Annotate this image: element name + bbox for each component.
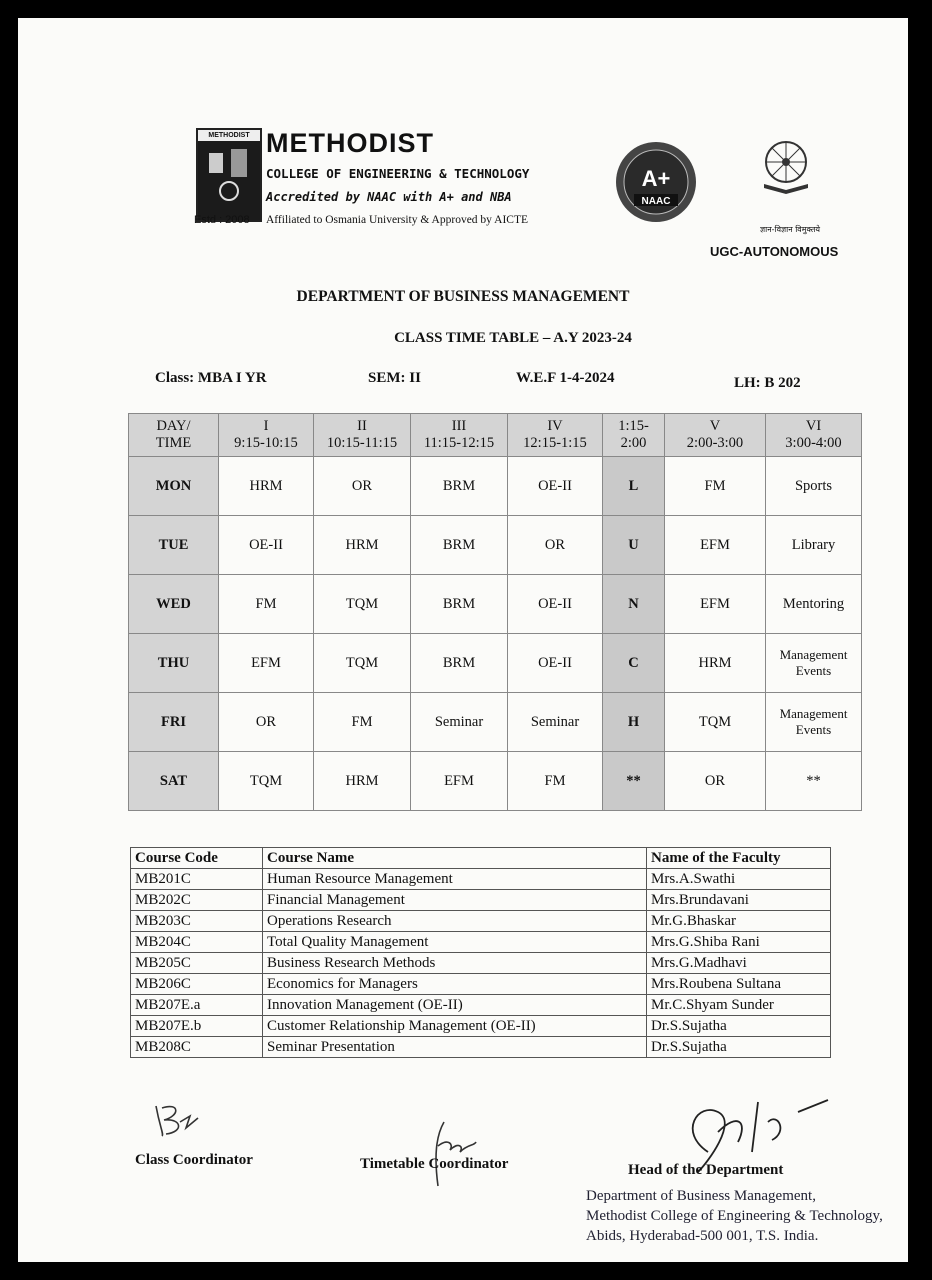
timetable-row [129,575,862,634]
period-cell: OE-II [219,516,314,575]
course-row [131,932,831,953]
timetable-row [129,457,862,516]
course-name: Business Research Methods [263,953,647,974]
period-cell: ** [766,752,862,811]
class-coordinator-label: Class Coordinator [135,1152,253,1168]
period-1-header: I 9:15-10:15 [219,414,314,457]
course-code: MB202C [131,890,263,911]
period-cell: Management Events [766,634,862,693]
day-time-header: DAY/ TIME [129,414,219,457]
semester-label: SEM: II [368,370,421,386]
period-cell: Seminar [508,693,603,752]
course-code: MB205C [131,953,263,974]
timetable-document [18,18,908,1262]
naac-grade: A+ [641,166,671,191]
period-cell: BRM [411,457,508,516]
course-name-header: Course Name [263,848,647,869]
lunch-cell: C [603,634,665,693]
accreditation: Accredited by NAAC with A+ and NBA [266,190,512,204]
stamp-line: Abids, Hyderabad-500 001, T.S. India. [586,1228,819,1244]
period-cell: Library [766,516,862,575]
course-name: Economics for Managers [263,974,647,995]
day-cell: FRI [129,693,219,752]
naac-label: NAAC [641,196,671,207]
period-6-header: VI 3:00-4:00 [766,414,862,457]
course-name: Total Quality Management [263,932,647,953]
period-cell: FM [508,752,603,811]
timetable-row [129,516,862,575]
period-cell: FM [314,693,411,752]
period-cell: Seminar [411,693,508,752]
stamp-line: Methodist College of Engineering & Technology, [586,1208,883,1224]
day-cell: WED [129,575,219,634]
timetable-header-row [129,414,862,457]
course-header-row [131,848,831,869]
period-cell: OE-II [508,457,603,516]
timetable-coordinator-label: Timetable Coordinator [360,1156,509,1172]
college-name: METHODIST [266,128,434,158]
day-cell: MON [129,457,219,516]
ugc-autonomous-label: UGC-AUTONOMOUS [710,244,839,259]
course-row [131,1037,831,1058]
class-label: Class: MBA I YR [155,370,267,386]
period-5-header: V 2:00-3:00 [665,414,766,457]
lunch-cell: ** [603,752,665,811]
period-cell: FM [665,457,766,516]
faculty-header: Name of the Faculty [647,848,831,869]
period-cell: HRM [665,634,766,693]
faculty-name: Mr.G.Bhaskar [647,911,831,932]
lunch-cell: H [603,693,665,752]
period-2-header: II 10:15-11:15 [314,414,411,457]
period-cell: HRM [219,457,314,516]
class-coordinator-signature [150,1098,210,1142]
department-stamp [586,1186,883,1246]
lunch-header: 1:15- 2:00 [603,414,665,457]
period-cell: TQM [219,752,314,811]
course-name: Customer Relationship Management (OE-II) [263,1016,647,1037]
faculty-name: Mrs.Roubena Sultana [647,974,831,995]
period-4-header: IV 12:15-1:15 [508,414,603,457]
lecture-hall: LH: B 202 [734,375,801,391]
period-cell: BRM [411,516,508,575]
course-name: Seminar Presentation [263,1037,647,1058]
course-code: MB208C [131,1037,263,1058]
course-code: MB203C [131,911,263,932]
course-row [131,974,831,995]
course-row [131,869,831,890]
course-name: Operations Research [263,911,647,932]
course-code: MB207E.a [131,995,263,1016]
period-cell: TQM [314,634,411,693]
period-cell: EFM [411,752,508,811]
period-cell: TQM [314,575,411,634]
course-name: Innovation Management (OE-II) [263,995,647,1016]
class-timetable [128,413,862,811]
period-cell: OR [314,457,411,516]
period-cell: EFM [665,516,766,575]
faculty-name: Mr.C.Shyam Sunder [647,995,831,1016]
timetable-row [129,752,862,811]
course-code: MB204C [131,932,263,953]
established-year: Estd : 2008 [194,214,250,226]
department-title: DEPARTMENT OF BUSINESS MANAGEMENT [296,288,630,305]
period-cell: OE-II [508,634,603,693]
lunch-cell: U [603,516,665,575]
stamp-line: Department of Business Management, [586,1188,816,1204]
faculty-name: Mrs.Brundavani [647,890,831,911]
faculty-name: Dr.S.Sujatha [647,1037,831,1058]
college-logo: METHODIST [196,128,262,222]
timetable-row [129,693,862,752]
day-cell: THU [129,634,219,693]
ugc-hindi-motto: ज्ञान-विज्ञान विमुक्तये [760,225,821,234]
lunch-cell: L [603,457,665,516]
period-cell: OE-II [508,575,603,634]
period-cell: OR [665,752,766,811]
faculty-name: Mrs.G.Madhavi [647,953,831,974]
period-cell: HRM [314,516,411,575]
period-cell: HRM [314,752,411,811]
period-cell: OR [219,693,314,752]
period-3-header: III 11:15-12:15 [411,414,508,457]
period-cell: OR [508,516,603,575]
period-cell: Management Events [766,693,862,752]
college-subtitle: COLLEGE OF ENGINEERING & TECHNOLOGY [266,166,530,181]
period-cell: TQM [665,693,766,752]
course-name: Human Resource Management [263,869,647,890]
course-row [131,890,831,911]
naac-badge-icon [614,140,698,224]
faculty-name: Dr.S.Sujatha [647,1016,831,1037]
affiliation: Affiliated to Osmania University & Approved by AICTE [266,214,529,226]
course-row [131,953,831,974]
course-name: Financial Management [263,890,647,911]
ugc-emblem-icon [756,136,816,198]
hod-label: Head of the Department [628,1162,784,1178]
day-cell: TUE [129,516,219,575]
period-cell: EFM [219,634,314,693]
course-code: MB206C [131,974,263,995]
logo-emblem-icon [199,141,259,211]
day-cell: SAT [129,752,219,811]
course-row [131,911,831,932]
course-code-header: Course Code [131,848,263,869]
faculty-name: Mrs.A.Swathi [647,869,831,890]
course-row [131,1016,831,1037]
timetable-title: CLASS TIME TABLE – A.Y 2023-24 [394,330,632,346]
period-cell: Mentoring [766,575,862,634]
faculty-name: Mrs.G.Shiba Rani [647,932,831,953]
course-code: MB201C [131,869,263,890]
course-faculty-table [130,847,831,1058]
wef-date: W.E.F 1-4-2024 [516,370,615,386]
lunch-cell: N [603,575,665,634]
course-code: MB207E.b [131,1016,263,1037]
course-row [131,995,831,1016]
period-cell: FM [219,575,314,634]
timetable-row [129,634,862,693]
period-cell: Sports [766,457,862,516]
period-cell: BRM [411,575,508,634]
period-cell: BRM [411,634,508,693]
period-cell: EFM [665,575,766,634]
